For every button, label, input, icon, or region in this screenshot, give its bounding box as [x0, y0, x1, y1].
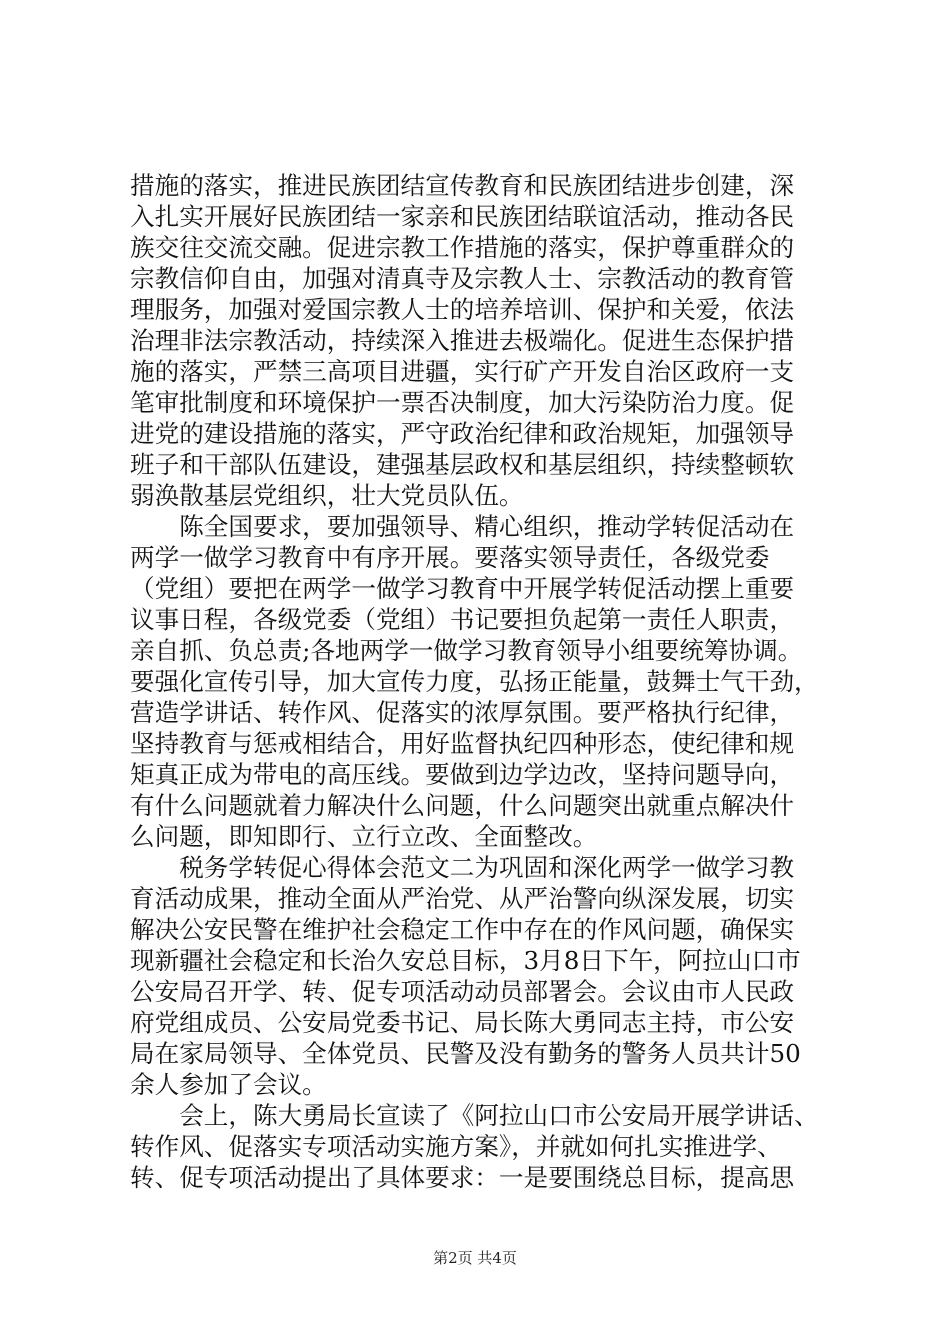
text-line: 会上，陈大勇局长宣读了《阿拉山口市公安局开展学讲话、: [130, 1101, 819, 1130]
text-line: 府党组成员、公安局党委书记、局长陈大勇同志主持，市公安: [130, 1008, 795, 1037]
page-footer: 第2页 共4页: [433, 1249, 517, 1267]
text-line: （党组）要把在两学一做学习教育中开展学转促活动摆上重要: [130, 574, 795, 603]
text-line: 局在家局领导、全体党员、民警及没有勤务的警务人员共计50: [130, 1039, 801, 1068]
text-line: 公安局召开学、转、促专项活动动员部署会。会议由市人民政: [130, 977, 795, 1006]
text-line: 转、促专项活动提出了具体要求：一是要围绕总目标，提高思: [130, 1163, 795, 1192]
text-line: 么问题，即知即行、立行立改、全面整改。: [130, 822, 598, 851]
text-line: 现新疆社会稳定和长治久安总目标，3月8日下午，阿拉山口市: [130, 946, 801, 975]
text-line: 税务学转促心得体会范文二为巩固和深化两学一做学习教: [130, 853, 795, 882]
text-line: 转作风、促落实专项活动实施方案》，并就如何扎实推进学、: [130, 1132, 782, 1161]
text-line: 班子和干部队伍建设，建强基层政权和基层组织，持续整顿软: [130, 450, 795, 479]
text-line: 营造学讲话、转作风、促落实的浓厚氛围。要严格执行纪律，: [130, 698, 795, 727]
text-line: 育活动成果，推动全面从严治党、从严治警向纵深发展，切实: [130, 884, 795, 913]
text-line: 有什么问题就着力解决什么问题，什么问题突出就重点解决什: [130, 791, 795, 820]
text-line: 两学一做学习教育中有序开展。要落实领导责任，各级党委: [130, 543, 770, 572]
text-line: 族交往交流交融。促进宗教工作措施的落实，保护尊重群众的: [130, 233, 795, 262]
text-line: 入扎实开展好民族团结一家亲和民族团结联谊活动，推动各民: [130, 202, 795, 231]
text-line: 矩真正成为带电的高压线。要做到边学边改，坚持问题导向，: [130, 760, 795, 789]
text-line: 理服务，加强对爱国宗教人士的培养培训、保护和关爱，依法: [130, 295, 795, 324]
text-line: 坚持教育与惩戒相结合，用好监督执纪四种形态，使纪律和规: [130, 729, 795, 758]
text-line: 要强化宣传引导，加大宣传力度，弘扬正能量，鼓舞士气干劲，: [130, 667, 819, 696]
text-line: 进党的建设措施的落实，严守政治纪律和政治规矩，加强领导: [130, 419, 795, 448]
text-line: 余人参加了会议。: [130, 1070, 327, 1099]
text-line: 议事日程，各级党委（党组）书记要担负起第一责任人职责，: [130, 605, 795, 634]
text-line: 弱涣散基层党组织，壮大党员队伍。: [130, 481, 524, 510]
text-line: 治理非法宗教活动，持续深入推进去极端化。促进生态保护措: [130, 326, 795, 355]
text-line: 笔审批制度和环境保护一票否决制度，加大污染防治力度。促: [130, 388, 795, 417]
text-line: 解决公安民警在维护社会稳定工作中存在的作风问题，确保实: [130, 915, 795, 944]
text-line: 宗教信仰自由，加强对清真寺及宗教人士、宗教活动的教育管: [130, 264, 795, 293]
text-line: 施的落实，严禁三高项目进疆，实行矿产开发自治区政府一支: [130, 357, 795, 386]
body-text: [130, 170, 830, 1193]
text-line: 陈全国要求，要加强领导、精心组织，推动学转促活动在: [130, 512, 795, 541]
text-line: 措施的落实，推进民族团结宣传教育和民族团结进步创建，深: [130, 171, 795, 200]
text-line: 亲自抓、负总责;各地两学一做学习教育领导小组要统筹协调。: [130, 636, 803, 665]
